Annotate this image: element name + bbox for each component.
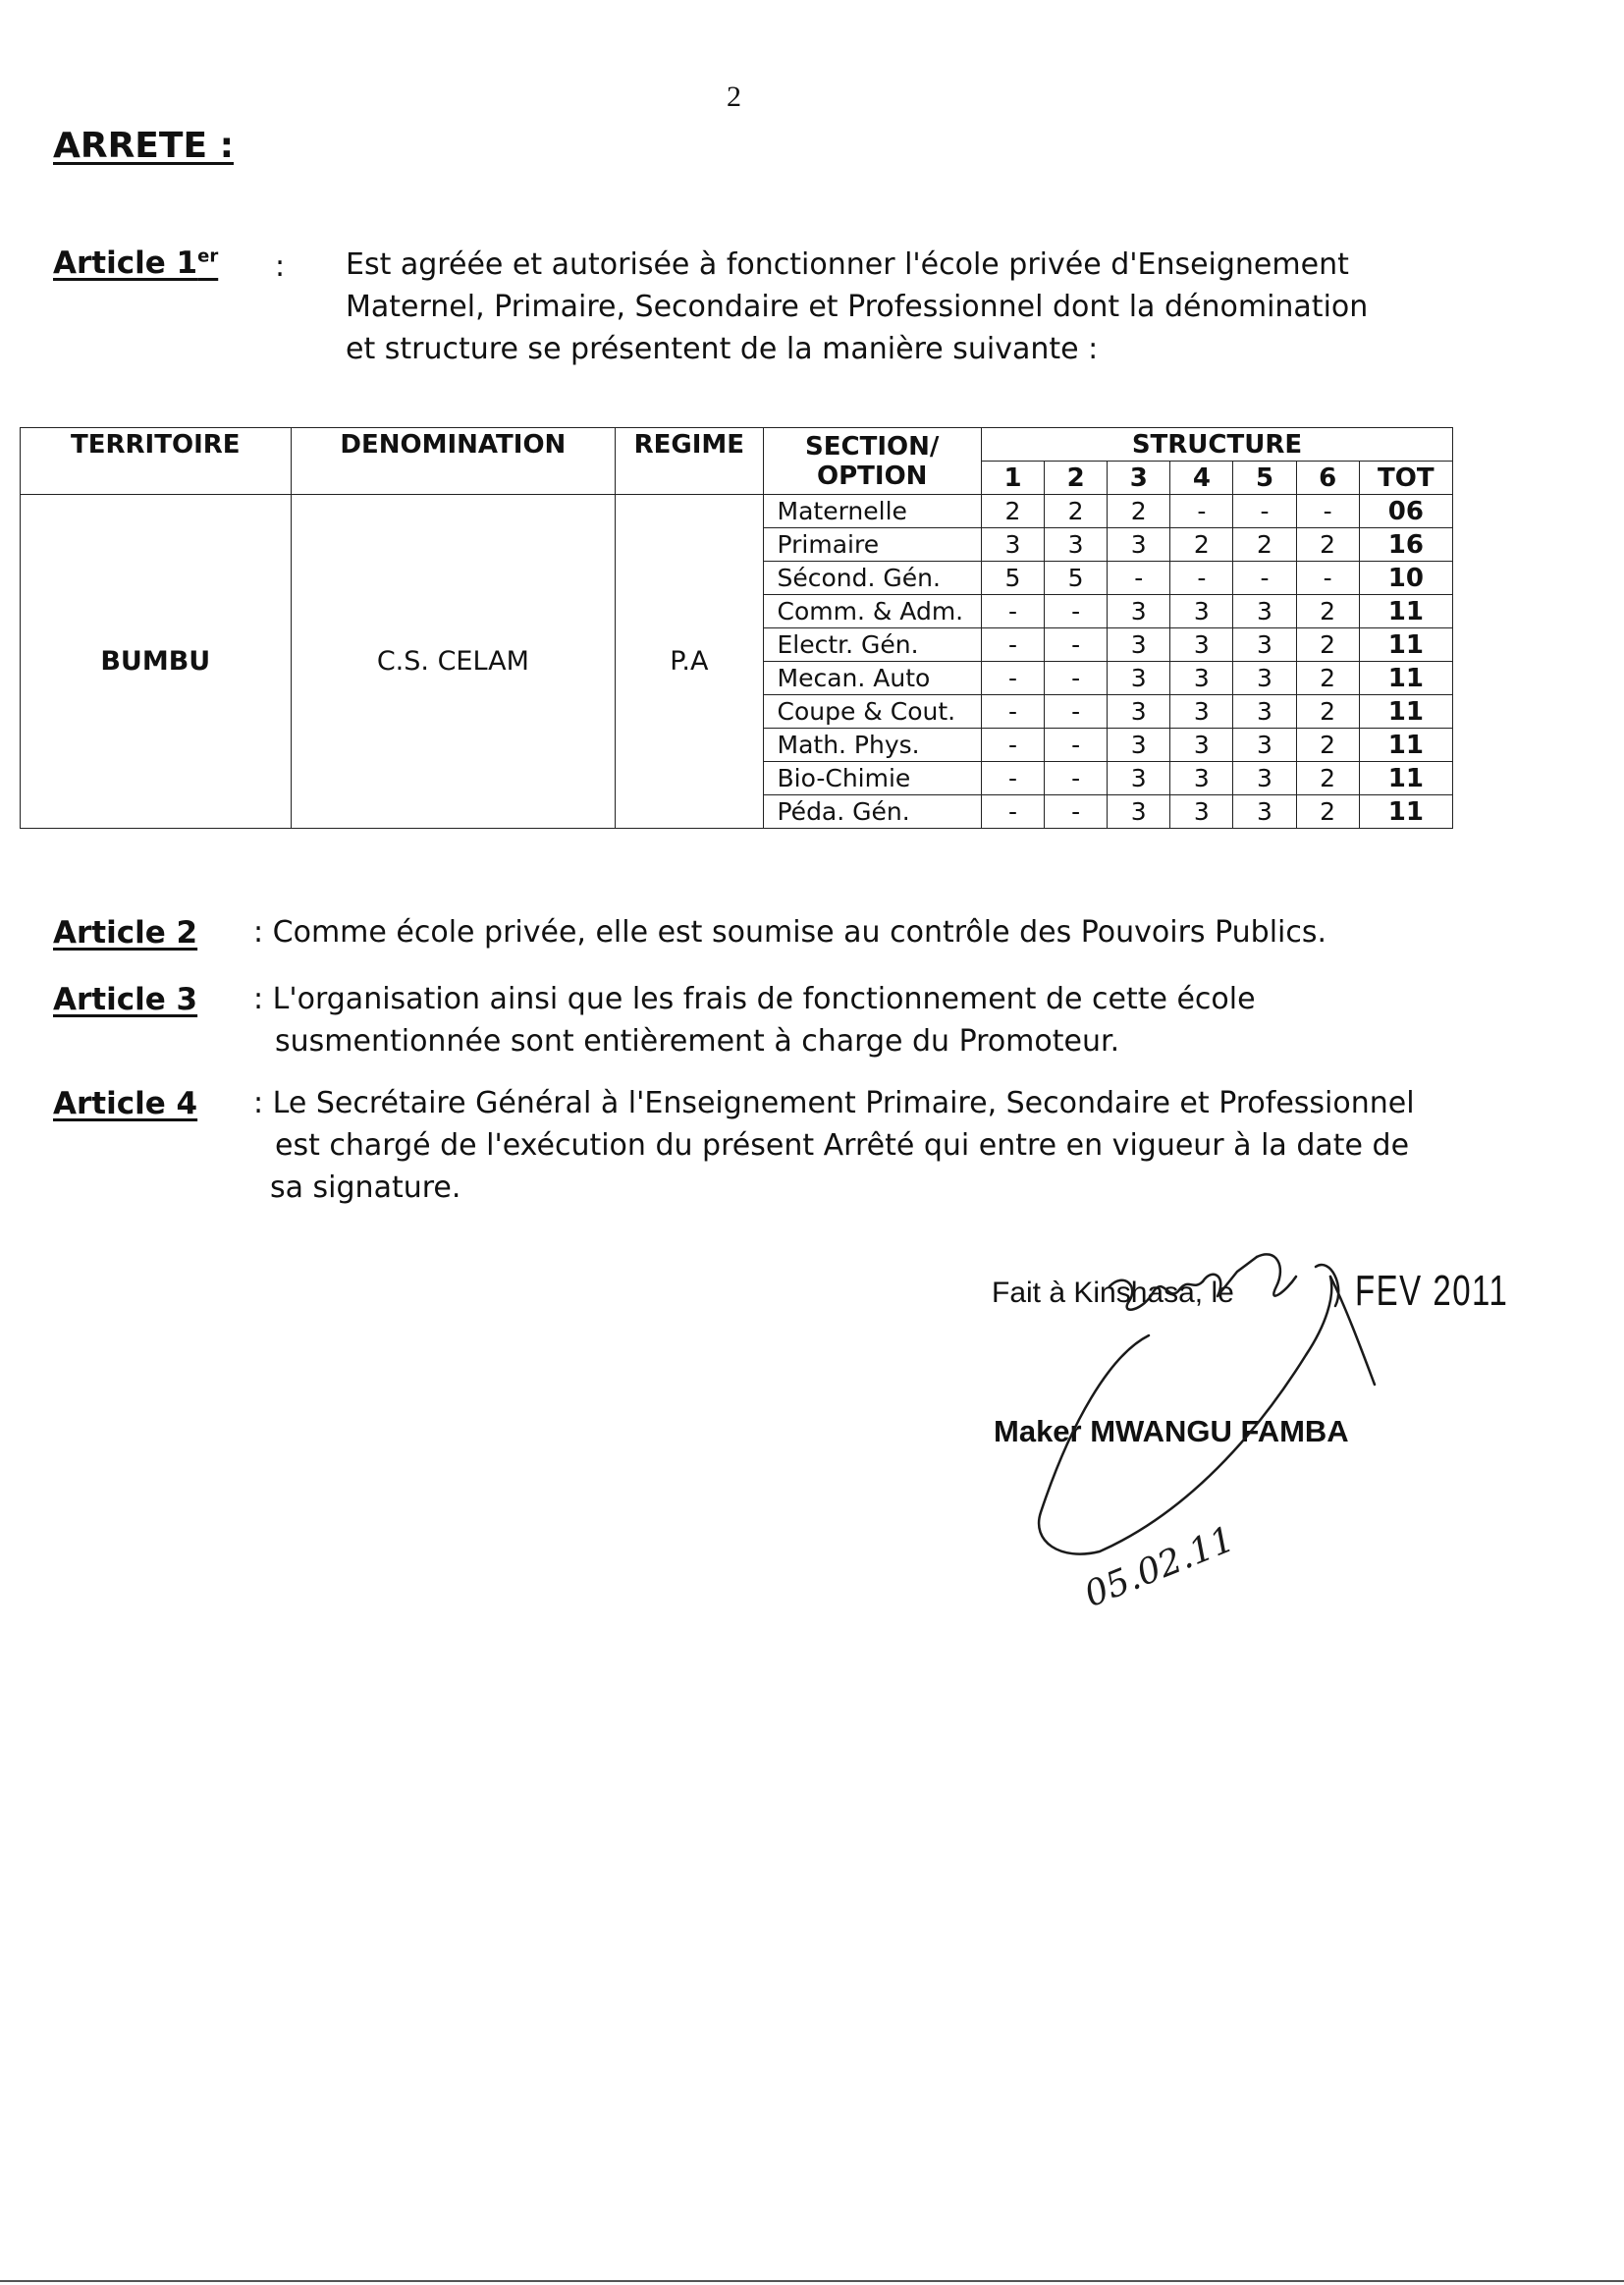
stamp-date: FEV 2011 [1355, 1267, 1509, 1315]
year-cell: 2 [1296, 695, 1359, 729]
regime-cell: P.A [616, 495, 763, 829]
header-section-line-2: OPTION [817, 461, 928, 491]
page-bottom-edge [0, 2280, 1624, 2282]
article-1-label [53, 245, 218, 281]
header-section-option [763, 428, 981, 495]
year-cell: - [1296, 562, 1359, 595]
year-cell: - [1045, 628, 1108, 662]
section-cell: Bio-Chimie [763, 762, 981, 795]
year-cell: 2 [1296, 729, 1359, 762]
page-number: 2 [727, 81, 741, 113]
tot-cell: 06 [1359, 495, 1452, 528]
tot-cell: 11 [1359, 762, 1452, 795]
header-year-5: 5 [1233, 462, 1296, 495]
signatory-name: Maker MWANGU FAMBA [994, 1414, 1349, 1448]
year-cell: - [1296, 495, 1359, 528]
section-cell: Sécond. Gén. [763, 562, 981, 595]
year-cell: - [1045, 695, 1108, 729]
year-cell: - [1170, 562, 1233, 595]
article-1-label-main: Article 1 [53, 245, 198, 281]
year-cell: 3 [1233, 595, 1296, 628]
year-cell: 3 [1108, 729, 1170, 762]
year-cell: 3 [1108, 695, 1170, 729]
section-cell: Coupe & Cout. [763, 695, 981, 729]
year-cell: 3 [1233, 795, 1296, 829]
section-cell: Mecan. Auto [763, 662, 981, 695]
article-2-text: : Comme école privée, elle est soumise au contrôle des Pouvoirs Publics. [253, 915, 1327, 950]
header-year-4: 4 [1170, 462, 1233, 495]
header-structure: STRUCTURE [981, 428, 1452, 462]
article-1-colon: : [275, 249, 286, 284]
territoire-cell: BUMBU [21, 495, 292, 829]
year-cell: - [981, 729, 1044, 762]
section-cell: Comm. & Adm. [763, 595, 981, 628]
year-cell: - [981, 628, 1044, 662]
article-3-line-2: susmentionnée sont entièrement à charge du Promoteur. [275, 1024, 1120, 1059]
year-cell: 2 [1045, 495, 1108, 528]
header-regime: REGIME [616, 428, 763, 495]
header-territoire: TERRITOIRE [21, 428, 292, 495]
tot-cell: 11 [1359, 795, 1452, 829]
year-cell: 5 [981, 562, 1044, 595]
article-3-label: Article 3 [53, 982, 198, 1017]
article-1-line-2: Maternel, Primaire, Secondaire et Professionnel dont la dénomination [346, 290, 1369, 324]
article-4-line-2: est chargé de l'exécution du présent Arrêté qui entre en vigueur à la date de [275, 1128, 1410, 1163]
tot-cell: 11 [1359, 695, 1452, 729]
section-cell: Primaire [763, 528, 981, 562]
year-cell: - [981, 762, 1044, 795]
year-cell: 2 [1108, 495, 1170, 528]
place-date-label: Fait à Kinshasa, le [992, 1277, 1234, 1309]
year-cell: - [981, 795, 1044, 829]
year-cell: 3 [1233, 662, 1296, 695]
handwritten-signature [962, 1247, 1414, 1620]
year-cell: 3 [1108, 662, 1170, 695]
year-cell: - [1045, 729, 1108, 762]
article-4-line-3: sa signature. [270, 1170, 461, 1205]
header-year-3: 3 [1108, 462, 1170, 495]
year-cell: 2 [1296, 628, 1359, 662]
year-cell: 3 [1108, 762, 1170, 795]
year-cell: - [981, 595, 1044, 628]
year-cell: 2 [1296, 795, 1359, 829]
article-1-line-1: Est agréée et autorisée à fonctionner l'école privée d'Enseignement [346, 247, 1349, 282]
header-year-2: 2 [1045, 462, 1108, 495]
year-cell: 3 [1108, 528, 1170, 562]
year-cell: 3 [1108, 595, 1170, 628]
year-cell: 3 [1233, 762, 1296, 795]
header-year-1: 1 [981, 462, 1044, 495]
year-cell: 2 [1296, 595, 1359, 628]
year-cell: 3 [1108, 795, 1170, 829]
year-cell: 3 [1170, 795, 1233, 829]
year-cell: 3 [1170, 595, 1233, 628]
article-3-line-1: : L'organisation ainsi que les frais de fonctionnement de cette école [253, 982, 1256, 1016]
year-cell: 3 [1233, 729, 1296, 762]
article-2-label: Article 2 [53, 915, 198, 951]
tot-cell: 16 [1359, 528, 1452, 562]
year-cell: - [1170, 495, 1233, 528]
year-cell: 3 [981, 528, 1044, 562]
article-1-label-sup: er [197, 245, 219, 267]
year-cell: 3 [1170, 695, 1233, 729]
year-cell: 3 [1170, 762, 1233, 795]
year-cell: 2 [1296, 762, 1359, 795]
handwritten-date: 05.02.11 [1079, 1519, 1241, 1616]
section-cell: Péda. Gén. [763, 795, 981, 829]
year-cell: - [1233, 495, 1296, 528]
tot-cell: 11 [1359, 729, 1452, 762]
year-cell: 3 [1045, 528, 1108, 562]
header-tot: TOT [1359, 462, 1452, 495]
tot-cell: 11 [1359, 662, 1452, 695]
structure-table [20, 427, 1453, 829]
document-title: ARRETE : [53, 126, 234, 166]
year-cell: - [1045, 662, 1108, 695]
article-4-line-1: : Le Secrétaire Général à l'Enseignement Primaire, Secondaire et Professionnel [253, 1086, 1415, 1120]
section-cell: Math. Phys. [763, 729, 981, 762]
article-1-text [346, 244, 1368, 370]
denomination-cell: C.S. CELAM [291, 495, 616, 829]
year-cell: 2 [1233, 528, 1296, 562]
year-cell: - [981, 695, 1044, 729]
year-cell: 2 [1296, 528, 1359, 562]
year-cell: 3 [1108, 628, 1170, 662]
year-cell: 2 [1170, 528, 1233, 562]
year-cell: 3 [1233, 695, 1296, 729]
year-cell: - [1045, 595, 1108, 628]
year-cell: - [1108, 562, 1170, 595]
section-cell: Electr. Gén. [763, 628, 981, 662]
year-cell: 2 [1296, 662, 1359, 695]
year-cell: - [1045, 795, 1108, 829]
article-1-line-3: et structure se présentent de la manière suivante : [346, 332, 1099, 366]
year-cell: 3 [1170, 729, 1233, 762]
year-cell: - [1045, 762, 1108, 795]
tot-cell: 11 [1359, 628, 1452, 662]
year-cell: - [981, 662, 1044, 695]
section-cell: Maternelle [763, 495, 981, 528]
header-section-line-1: SECTION/ [805, 431, 940, 462]
tot-cell: 10 [1359, 562, 1452, 595]
table-row [21, 495, 1453, 528]
year-cell: - [1233, 562, 1296, 595]
year-cell: 3 [1170, 628, 1233, 662]
header-year-6: 6 [1296, 462, 1359, 495]
year-cell: 2 [981, 495, 1044, 528]
article-4-label: Article 4 [53, 1086, 198, 1121]
tot-cell: 11 [1359, 595, 1452, 628]
header-denomination: DENOMINATION [291, 428, 616, 495]
year-cell: 3 [1170, 662, 1233, 695]
year-cell: 3 [1233, 628, 1296, 662]
year-cell: 5 [1045, 562, 1108, 595]
